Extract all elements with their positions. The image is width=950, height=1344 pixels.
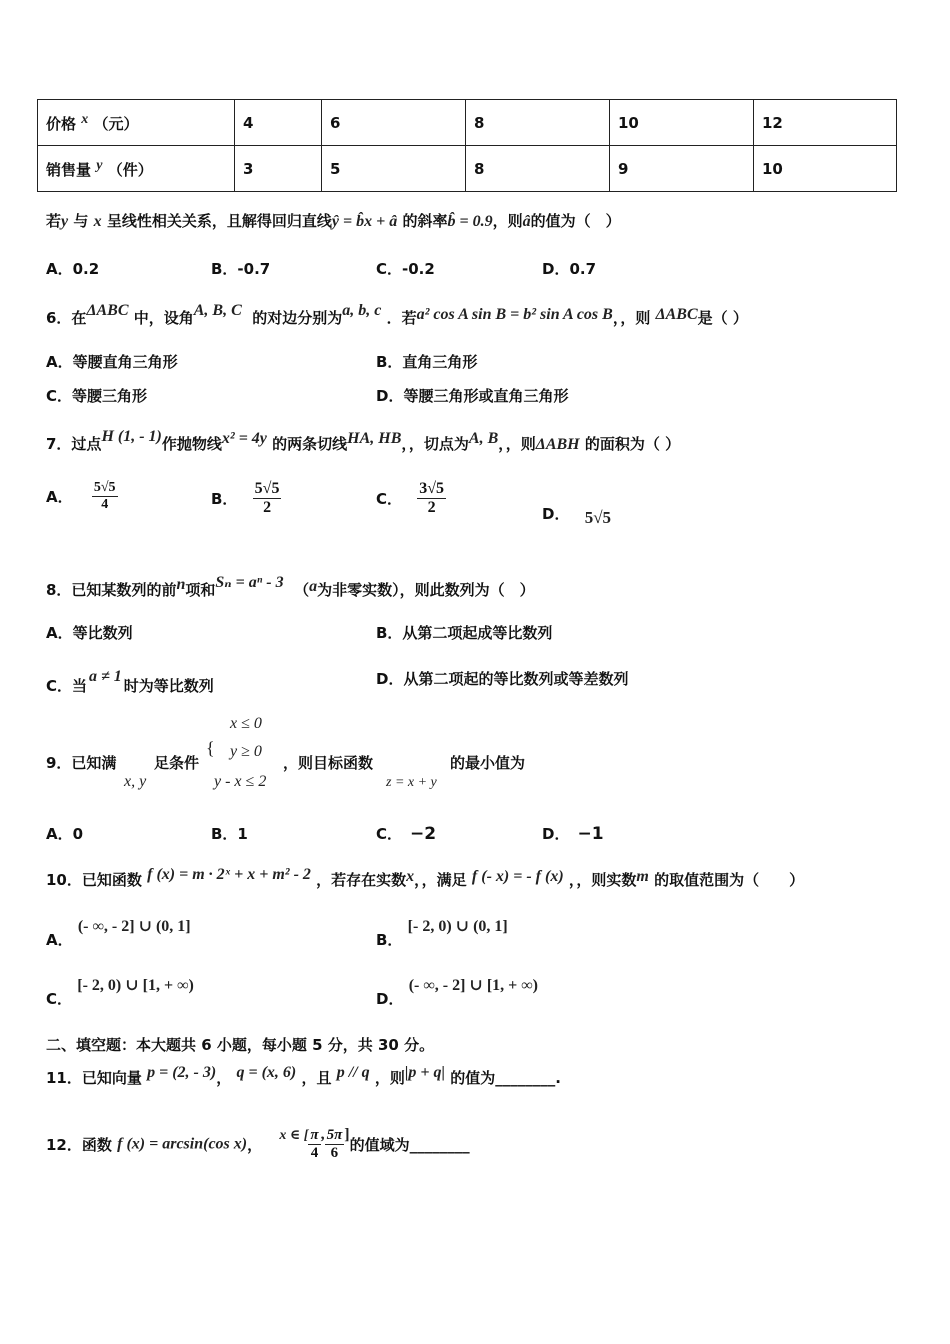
option-a: A． $\frac{5√5}{4}$	[46, 480, 116, 512]
option-a: A．等比数列	[46, 624, 133, 642]
option-b: B．直角三角形	[376, 353, 478, 371]
constraint-3: y - x ≤ 2	[214, 773, 267, 790]
table-cell: 10	[610, 100, 754, 146]
table-row	[38, 100, 897, 146]
option-c: C．等腰三角形	[46, 387, 148, 405]
fraction: $\frac{5\pi}{6}$	[326, 1127, 343, 1161]
question-9-text: 足条件	[154, 754, 200, 772]
option-d: D． 5√5	[542, 505, 612, 527]
objective-function: z = x + y	[386, 775, 437, 790]
option-c: C． −2	[376, 824, 437, 844]
option-c: C． $\frac{3√5}{2}$	[376, 480, 445, 516]
table-cell: 3	[235, 146, 322, 192]
fraction: $\frac{5√5}{4}$	[93, 480, 116, 512]
option-b: B．1	[211, 825, 248, 843]
option-d: D． −1	[542, 824, 604, 844]
question-10-stem: 10．已知函数 f (x) = m · 2ˣ + x + m² - 2 ，若存在实数x，，满足 f (- x) = - f (x) ，，则实数m 的取值范围为（ ）	[46, 866, 805, 889]
question-9-num: 9．已知满	[46, 754, 117, 772]
constraint-1: x ≤ 0	[230, 715, 262, 732]
question-9-text: 的最小值为	[450, 754, 526, 772]
option-b: B． $\frac{5√5}{2}$	[211, 480, 280, 516]
question-8-stem: 8．已知某数列的前n项和Sₙ = aⁿ - 3 （a为非零实数），则此数列为（ ）	[46, 574, 535, 599]
table-cell: 8	[466, 146, 610, 192]
brace: {	[206, 738, 215, 758]
table-cell: 5	[322, 146, 466, 192]
option-a: A．0	[46, 825, 84, 843]
table-cell: 6	[322, 100, 466, 146]
table-cell: 12	[754, 100, 897, 146]
option-a: A． (- ∞, - 2] ∪ (0, 1]	[46, 918, 191, 949]
variables: x, y	[124, 773, 147, 790]
fraction: $\frac{3√5}{2}$	[419, 480, 445, 516]
table-cell: 8	[466, 100, 610, 146]
option-c: C．-0.2	[376, 260, 435, 278]
section-title: 二、填空题：本大题共 6 小题，每小题 5 分，共 30 分。	[46, 1036, 435, 1054]
option-d: D． (- ∞, - 2] ∪ [1, + ∞)	[376, 977, 538, 1008]
option-c: C．当a ≠ 1时为等比数列	[46, 668, 214, 695]
option-a: A．0.2	[46, 260, 100, 278]
option-b: B． [- 2, 0) ∪ (0, 1]	[376, 918, 508, 949]
question-7-stem: 7．过点H (1, - 1)作抛物线x² = 4y 的两条切线HA, HB，，切点为A, B，，则ΔABH 的面积为（ ）	[46, 428, 681, 453]
option-c: C． [- 2, 0) ∪ [1, + ∞)	[46, 977, 194, 1008]
question-9-text: ，则目标函数	[283, 754, 374, 772]
table-header-sales: 销售量 y （件）	[38, 146, 235, 192]
table-header-price: 价格 x （元）	[38, 100, 235, 146]
question-12-stem: 12．函数 f (x) = arcsin(cos x)， x ∈ [ $\frac{\pi}{4}$ , $\frac{5\pi}{6}$ ]的值域为________	[46, 1126, 470, 1161]
option-d: D．从第二项起的等比数列或等差数列	[376, 670, 629, 688]
option-d: D．0.7	[542, 260, 597, 278]
question-5-stem: 若y 与 x 呈线性相关关系，且解得回归直线ŷ = b̂x + â 的斜率b̂ = 0.9，则â的值为（ ）	[46, 212, 621, 230]
option-a: A．等腰直角三角形	[46, 353, 178, 371]
constraint-2: y ≥ 0	[230, 743, 262, 760]
table-cell: 4	[235, 100, 322, 146]
question-11-stem: 11．已知向量 p = (2, - 3)， q = (x, 6) ，且 p // q ，则|p + q| 的值为________.	[46, 1064, 561, 1087]
table-row	[38, 146, 897, 192]
option-b: B．-0.7	[211, 260, 271, 278]
question-6-stem: 6．在ΔABC 中，设角A, B, C 的对边分别为a, b, c ．若a² cos A sin B = b² sin A cos B，，则 ΔABC是（ ）	[46, 302, 748, 327]
table-cell: 9	[610, 146, 754, 192]
option-b: B．从第二项起成等比数列	[376, 624, 553, 642]
option-d: D．等腰三角形或直角三角形	[376, 387, 569, 405]
table-cell: 10	[754, 146, 897, 192]
fraction: $\frac{5√5}{2}$	[254, 480, 280, 516]
data-table	[37, 99, 897, 192]
fraction: $\frac{\pi}{4}$	[310, 1127, 319, 1161]
